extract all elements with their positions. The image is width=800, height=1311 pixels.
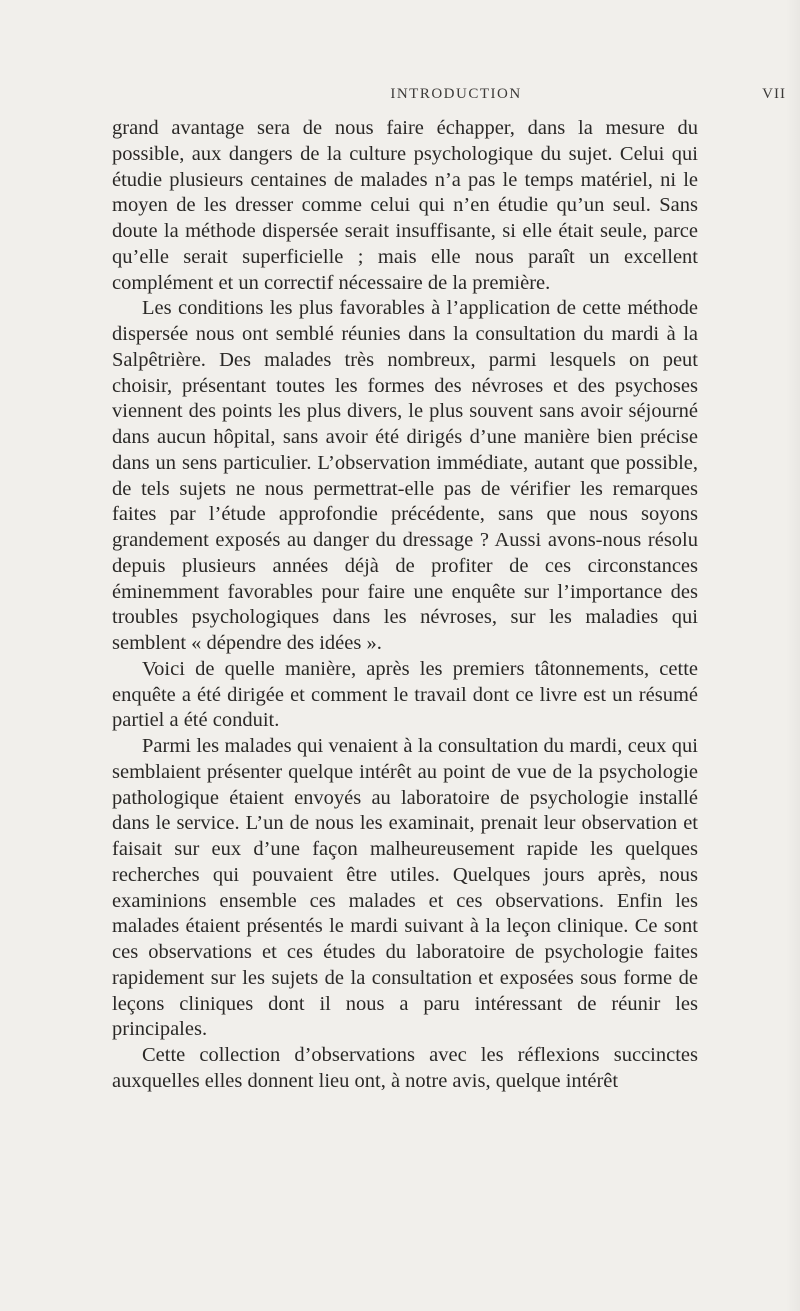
paragraph: Les conditions les plus favorables à l’application de cette méthode dispersée nous ont semblé réunies dans la consultation du mardi à la Salpêtrière. Des malades très nombreux, parmi lesquels on peut choisir, présentant toutes les formes des névroses et des psychoses viennent des points les plus divers, le plus souvent sans avoir séjourné dans aucun hôpital, sans avoir été dirigés d’une manière bien précise dans un sens particulier. L’observation immédiate, autant que possible, de tels sujets ne nous permettrat-elle pas de vérifier les remarques faites par l’étude approfondie précédente, sans que nous soyons grandement exposés au danger du dressage ? Aussi avons-nous résolu depuis plusieurs années déjà de profiter de ces circonstances éminemment favorables pour faire une enquête sur l’importance des troubles psychologiques dans les névroses, sur les maladies qui semblent « dépendre des idées ». [112, 297, 698, 654]
paragraph: Parmi les malades qui venaient à la consultation du mardi, ceux qui semblaient présenter quelque intérêt au point de vue de la psychologie pathologique étaient envoyés au laboratoire de psychologie installé dans le service. L’un de nous les examinait, prenait leur observation et faisait sur eux d’une façon malheureusement rapide les quelques recherches qui pouvaient être utiles. Quelques jours après, nous examinions ensemble ces malades et ces observations. Enfin les malades étaient présentés le mardi suivant à la leçon clinique. Ce sont ces observations et ces études du laboratoire de psychologie faites rapidement sur les sujets de la consultation et exposées sous forme de leçons cliniques dont il nous a paru intéressant de réunir les principales. [112, 735, 698, 1041]
paragraph: Voici de quelle manière, après les premiers tâtonnements, cette enquête a été dirigée et comment le travail dont ce livre est un résumé partiel a été conduit. [112, 657, 698, 732]
paragraph-continuation: grand avantage sera de nous faire échapper, dans la mesure du possible, aux dangers de la culture psychologique du sujet. Celui qui étudie plusieurs centaines de malades n’a pas le temps matériel, ni le moyen de les dresser comme celui qui n’en étudie qu’un seul. Sans doute la méthode dispersée serait insuffisante, si elle était seule, parce qu’elle serait superficielle ; mais elle nous paraît un excellent complément et un correctif nécessaire de la première. [112, 117, 698, 294]
running-head [112, 84, 800, 110]
body-text [112, 116, 698, 1095]
running-title: INTRODUCTION [390, 86, 522, 102]
page-number: VII [762, 86, 786, 102]
paragraph: Cette collection d’observations avec les réflexions succinctes auxquelles elles donnent lieu ont, à notre avis, quelque intérêt [112, 1044, 698, 1092]
page-edge-shadow [786, 0, 800, 1311]
